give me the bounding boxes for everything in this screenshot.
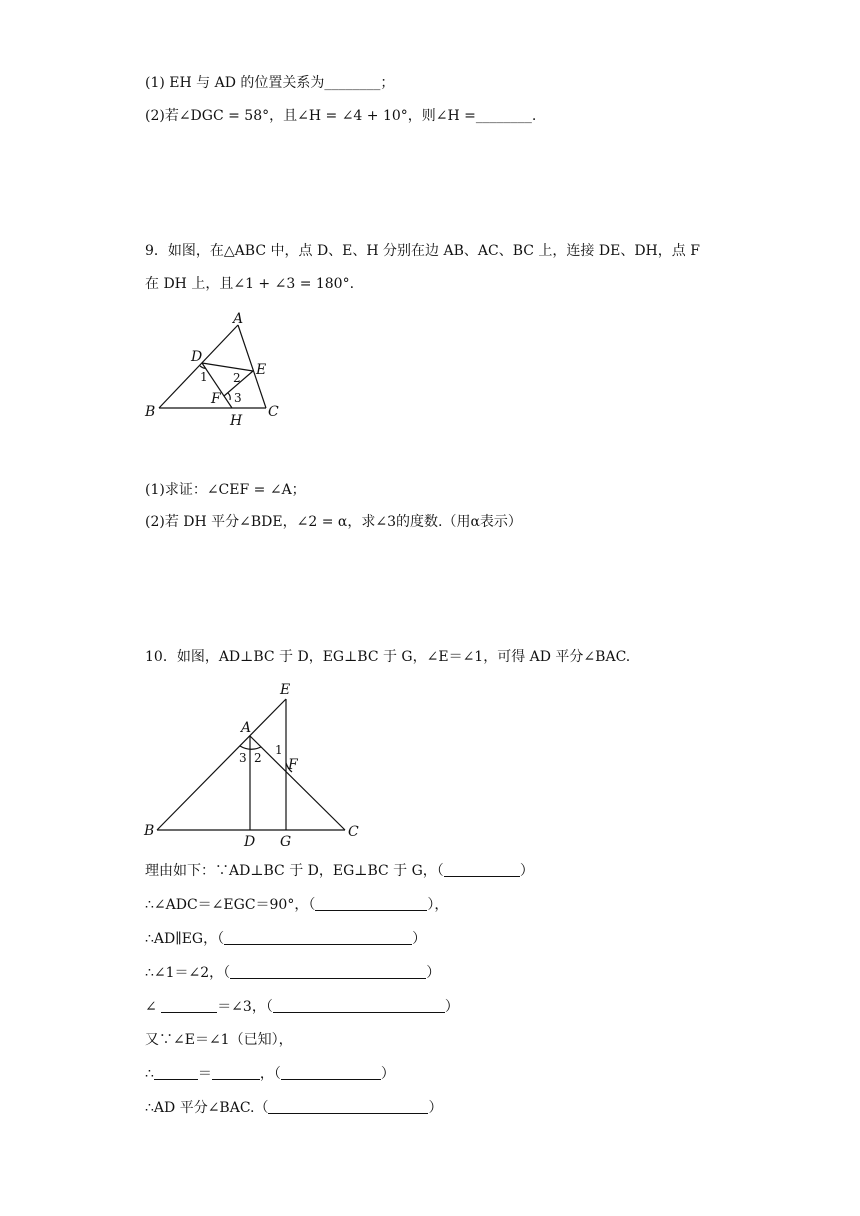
q9-segment-de [202,363,253,371]
answer-blank-5b[interactable] [273,998,445,1013]
q9-angle-1: 1 [200,370,208,384]
answer-blank-8[interactable] [268,1099,428,1114]
q10-reason-4: ∴∠1＝∠2，（ ） [145,965,441,981]
answer-blank-4[interactable] [230,964,426,979]
q9-angle-2: 2 [233,371,241,385]
q10-reason-2: ∴∠ADC＝∠EGC＝90°，（ ）， [145,897,449,913]
answer-blank-1[interactable] [444,862,520,877]
q10-stem: 10．如图，AD⊥BC 于 D，EG⊥BC 于 G，∠E＝∠1，可得 AD 平分∠BAC. [145,649,631,665]
q9-angle-3: 3 [234,391,242,405]
q10-reason-8: ∴AD 平分∠BAC.（ ） [145,1100,443,1116]
q10-line-be [157,699,286,830]
q9-angle-arc-3 [228,393,230,400]
answer-blank-2[interactable] [315,896,427,911]
q10-reason-5: ∠ ＝∠3，（ ） [145,999,459,1015]
answer-blank-7a[interactable] [154,1065,198,1080]
q9-stem-line2: 在 DH 上，且∠1 + ∠3 = 180°. [145,276,355,292]
q9-label-c: C [268,404,279,420]
q10-angle-2: 2 [254,751,262,765]
q10-reason-7: ∴ ＝ ，（ ） [145,1066,395,1082]
q10-label-d: D [244,834,256,850]
q9-label-h: H [230,413,243,429]
q10-label-a: A [241,720,252,736]
q8-part1: (1) EH 与 AD 的位置关系为________； [145,75,395,91]
answer-blank-3[interactable] [224,930,412,945]
q8-part2: (2)若∠DGC = 58°，且∠H = ∠4 + 10°，则∠H =________. [145,108,537,124]
q9-label-a: A [233,311,244,327]
q10-label-g: G [280,834,292,850]
q10-label-c: C [348,824,359,840]
answer-blank-7c[interactable] [281,1065,381,1080]
q10-reason-3: ∴AD∥EG，（ ） [145,931,427,947]
q9-stem-line1: 9．如图，在△ABC 中，点 D、E、H 分别在边 AB、AC、BC 上，连接 DE、DH，点 F [145,243,700,259]
q10-label-f: F [288,757,298,773]
answer-blank-5a[interactable] [161,998,217,1013]
answer-blank-7b[interactable] [212,1065,260,1080]
q9-part1: (1)求证：∠CEF = ∠A； [145,482,306,498]
q9-figure [140,305,290,430]
q10-side-ac [250,736,345,830]
q10-angle-3: 3 [239,751,247,765]
q10-reason-1: 理由如下：∵AD⊥BC 于 D，EG⊥BC 于 G，（ ） [145,863,534,879]
q9-label-e: E [256,362,267,378]
q9-label-d: D [191,349,203,365]
q10-figure [140,680,380,852]
q9-label-f: F [211,391,221,407]
q10-reason-6: 又∵∠E＝∠1（已知）， [145,1032,293,1048]
q10-label-e: E [280,682,291,698]
q9-part2: (2)若 DH 平分∠BDE，∠2 = α，求∠3的度数.（用α表示） [145,514,522,530]
q9-label-b: B [145,404,156,420]
q10-label-b: B [144,823,155,839]
q10-angle-1: 1 [275,743,283,757]
